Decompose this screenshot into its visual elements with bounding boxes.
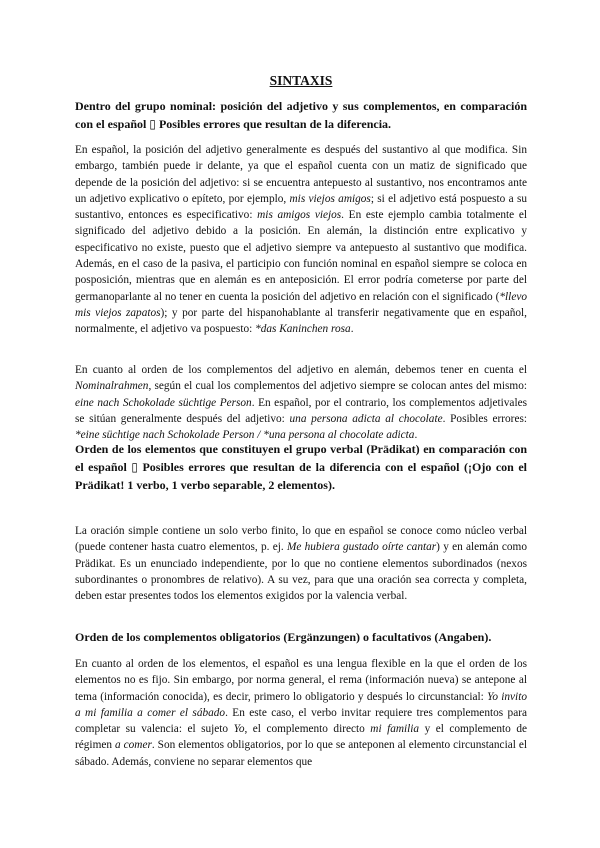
paragraph-adjective-position: En español, la posición del adjetivo generalmente es después del sustantivo al que modifica. Sin embargo, también puede ir delante, ya que el español cuenta con un matiz de significado que depende de la posición del adjetivo: si se encuentra antepuesto al sustantivo, nos encontramos ante un adjetivo explicativo o epíteto, por ejemplo, mis viejos amigos; si el adjetivo está pospuesto a su sustantivo, entonces es especificativo: mis amigos viejos. En este ejemplo cambia totalmente el significado del adjetivo debido a la posición. En alemán, la distinción entre explicativo y especificativo no existe, puesto que el adjetivo siempre va antepuesto al sustantivo que modifica. Además, en el caso de la pasiva, el participio con función nominal en español siempre se coloca en posposición, mientras que en alemán es en anteposición. El error podría cometerse por parte del germanoparlante al no tener en cuenta la posición del adjetivo en relación con el significado (*llevo mis viejos zapatos); y por parte del hispanohablante al transferir negativamente que en español, normalmente, el adjetivo va pospuesto: *das Kaninchen rosa.	[75, 144, 528, 336]
paragraph-adjective-complements: En cuanto al orden de los complementos del adjetivo en alemán, debemos tener en cuenta el Nominalrahmen, según el cual los complementos del adjetivo siempre se colocan antes del mismo: eine nach Schokolade süchtige Person. En español, por el contrario, los complementos adjetivales se sitúan generalmente después del adjetivo: una persona adicta al chocolate. Posibles errores: *eine süchtige nach Schokolade Person / *una persona al chocolate adicta.	[75, 364, 527, 442]
paragraph-simple-sentence: La oración simple contiene un solo verbo finito, lo que en español se conoce como núcleo verbal (puede contener hasta cuatro elementos, p. ej. Me hubiera gustado oírte cantar) y en alemán como Prädikat. Es un enunciado independiente, por lo que no contiene elementos subordinados (nexos subordinantes o pronombres de relativo). A su vez, para que una oración sea correcta y completa, deben estar presentes todos los elementos exigidos por la valencia verbal.	[75, 525, 527, 603]
section-heading-adjective-position: Dentro del grupo nominal: posición del adjetivo y sus complementos, en comparación con el español ▯ Posibles errores que resultan de la diferencia.	[75, 99, 527, 131]
section-heading-complements-order: Orden de los complementos obligatorios (Ergänzungen) o facultativos (Angaben).	[75, 630, 492, 644]
paragraph-element-order: En cuanto al orden de los elementos, el español es una lengua flexible en la que el orden de los elementos no es fijo. Sin embargo, por norma general, el rema (información nueva) se antepone al tema (información conocida), es decir, primero lo obligatorio y después lo circunstancial: Yo invito a mi familia a comer el sábado. En este caso, el verbo invitar requiere tres complementos para completar su valencia: el sujeto Yo, el complemento directo mi familia y el complemento de régimen a comer. Son elementos obligatorios, por lo que se anteponen al elemento circunstancial el sábado. Además, conviene no separar elementos que	[75, 658, 527, 768]
section-heading-verbal-group: Orden de los elementos que constituyen el grupo verbal (Prädikat) en comparación con el español ▯ Posibles errores que resultan de la diferencia con el español (¡Ojo con el Prädikat! 1 verbo, 1 verbo separable, 2 elementos).	[75, 442, 527, 492]
document-title: SINTAXIS	[269, 73, 333, 88]
